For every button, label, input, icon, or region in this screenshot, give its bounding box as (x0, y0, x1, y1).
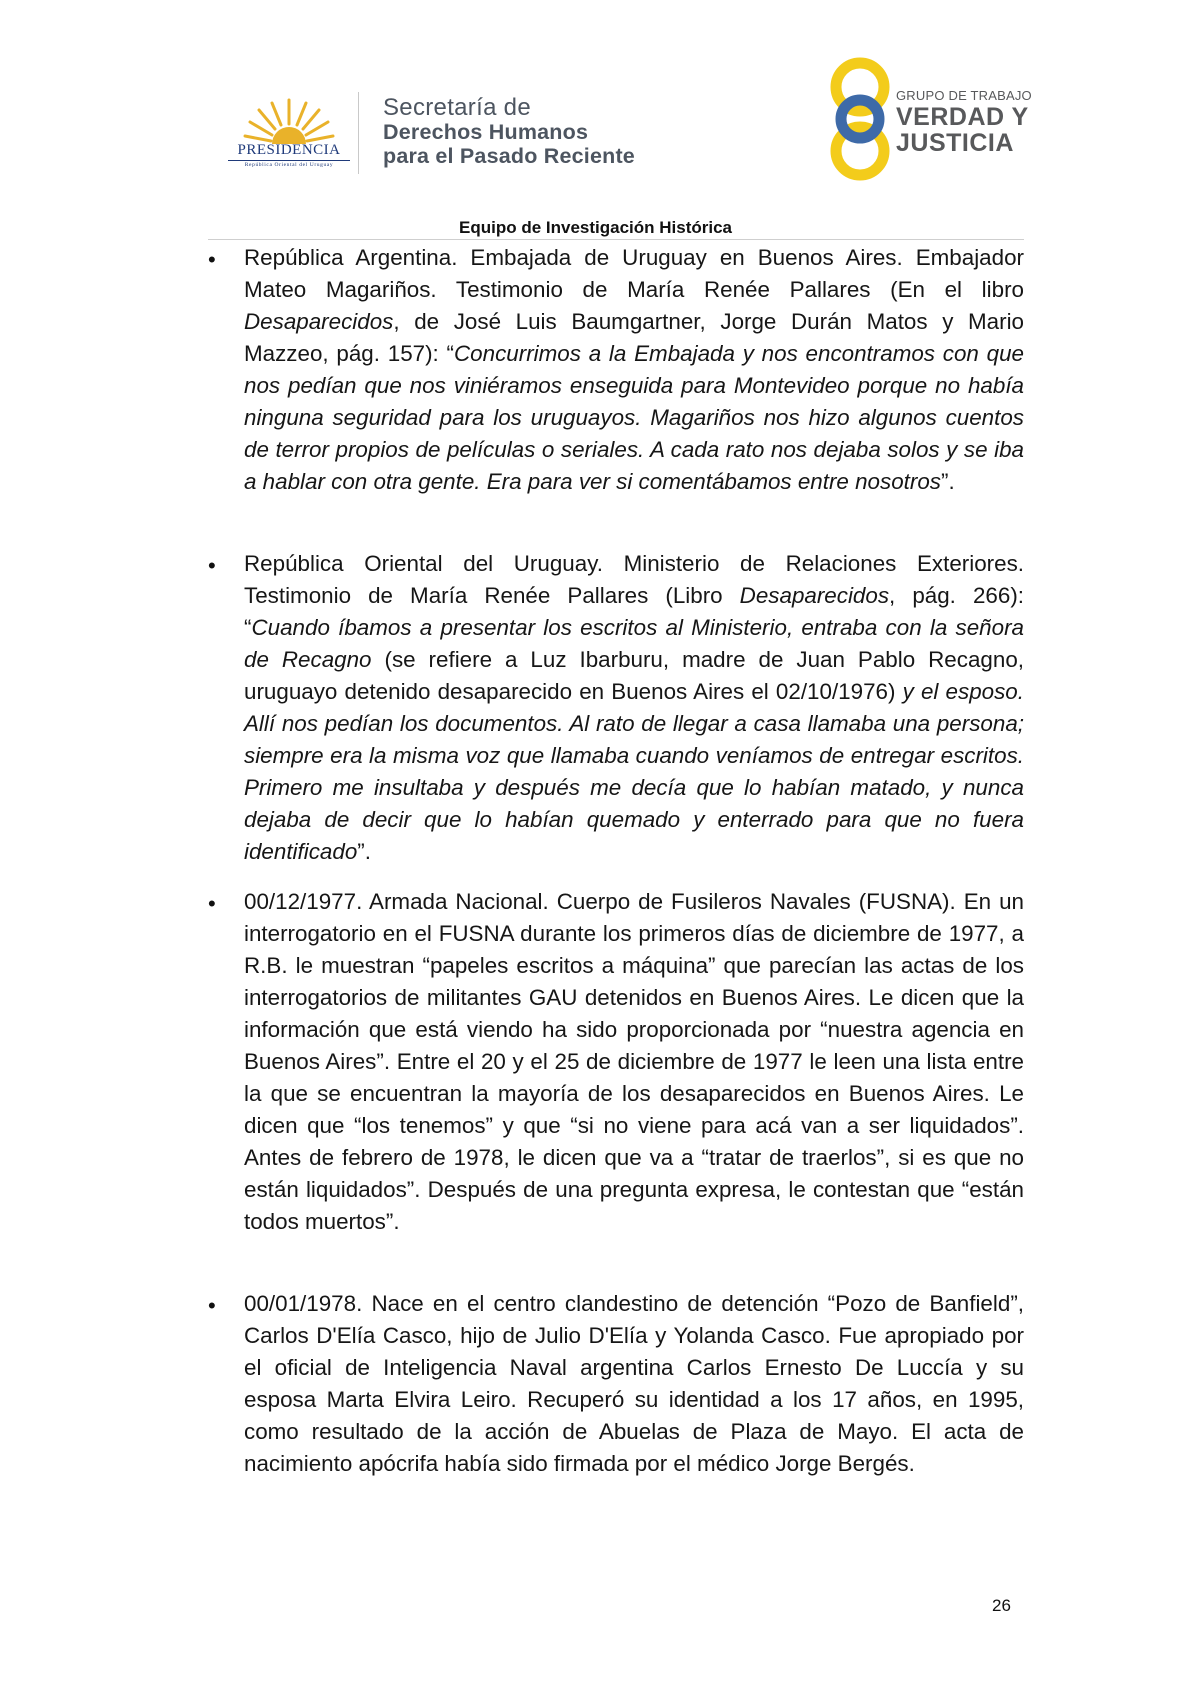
interlocked-rings-icon (818, 56, 902, 182)
list-item (208, 242, 1024, 498)
bullet-icon: • (208, 1293, 216, 1318)
list-item (208, 886, 1024, 1238)
presidencia-name: PRESIDENCIA (237, 142, 341, 158)
section-header: Equipo de Investigación Histórica (459, 218, 732, 237)
presidencia-logo (210, 84, 360, 174)
grupo-trabajo-block (896, 88, 1032, 156)
list-item-text: República Argentina. Embajada de Uruguay en Buenos Aires. Embajador Mateo Magariños. Testimonio de María Renée Pallares (En el libro Desaparecidos, de José Luis Baumgartner, Jorge Durán Matos y Mario Mazzeo, pág. 157): “Concurrimos a la Embajada y nos encontramos con que nos pedían que nos viniéramos enseguida para Montevideo porque no había ninguna seguridad para los uruguayos. Magariños nos hizo algunos cuentos de terror propios de películas o seriales. A cada rato nos dejaba solos y se iba a hablar con otra gente. Era para ver si comentábamos entre nosotros”. (244, 245, 1024, 494)
bullet-icon: • (208, 553, 216, 578)
list-item-text: 00/01/1978. Nace en el centro clandestino de detención “Pozo de Banfield”, Carlos D'Elía Casco, hijo de Julio D'Elía y Yolanda Casco. Fue apropiado por el oficial de Inteligencia Naval argentina Carlos Ernesto De Luccía y su esposa Marta Elvira Leiro. Recuperó su identidad a los 17 años, en 1995, como resultado de la acción de Abuelas de Plaza de Mayo. El acta de nacimiento apócrifa había sido firmada por el médico Jorge Bergés. (244, 1291, 1024, 1476)
bullet-icon: • (208, 891, 216, 916)
secretaria-line2: Derechos Humanos (383, 120, 589, 144)
grupo-line2: VERDAD Y (896, 103, 1029, 131)
list-item (208, 1288, 1024, 1480)
list-item-text: 00/12/1977. Armada Nacional. Cuerpo de Fusileros Navales (FUSNA). En un interrogatorio en el FUSNA durante los primeros días de diciembre de 1977, a R.B. le muestran “papeles escritos a máquina” que parecían las actas de los interrogatorios de militantes GAU detenidos en Buenos Aires. Le dicen que la información que está viendo ha sido proporcionada por “nuestra agencia en Buenos Aires”. Entre el 20 y el 25 de diciembre de 1977 le leen una lista entre la que se encuentran la mayoría de los desaparecidos en Buenos Aires. Le dicen que “los tenemos” y que “si no viene para acá van a ser liquidados”. Antes de febrero de 1978, le dicen que va a “tratar de traerlos”, si es que no están liquidados”. Después de una pregunta expresa, le contestan que “están todos muertos”. (244, 889, 1024, 1234)
grupo-line1: GRUPO DE TRABAJO (896, 88, 1032, 103)
secretaria-line3: para el Pasado Reciente (383, 144, 635, 168)
page-number: 26 (992, 1596, 1011, 1615)
bullet-icon: • (208, 247, 216, 272)
list-item-text: República Oriental del Uruguay. Ministerio de Relaciones Exteriores. Testimonio de María Renée Pallares (Libro Desaparecidos, pág. 266): “Cuando íbamos a presentar los escritos al Ministerio, entraba con la señora de Recagno (se refiere a Luz Ibarburu, madre de Juan Pablo Recagno, uruguayo detenido desaparecido en Buenos Aires el 02/10/1976) y el esposo. Allí nos pedían los documentos. Al rato de llegar a casa llamaba una persona; siempre era la misma voz que llamaba cuando veníamos de entregar escritos. Primero me insultaba y después me decía que lo habían matado, y nunca dejaba de decir que lo habían quemado y enterrado para que no fuera identificado”. (244, 551, 1024, 864)
secretaria-block (383, 96, 635, 168)
list-item (208, 548, 1024, 868)
logo-divider (358, 92, 359, 174)
presidencia-subtitle: República Oriental del Uruguay (244, 162, 334, 168)
grupo-line3: JUSTICIA (896, 129, 1014, 157)
header-rule (208, 239, 1024, 240)
presidencia-rule (228, 160, 350, 161)
secretaria-line1: Secretaría de (383, 94, 531, 121)
